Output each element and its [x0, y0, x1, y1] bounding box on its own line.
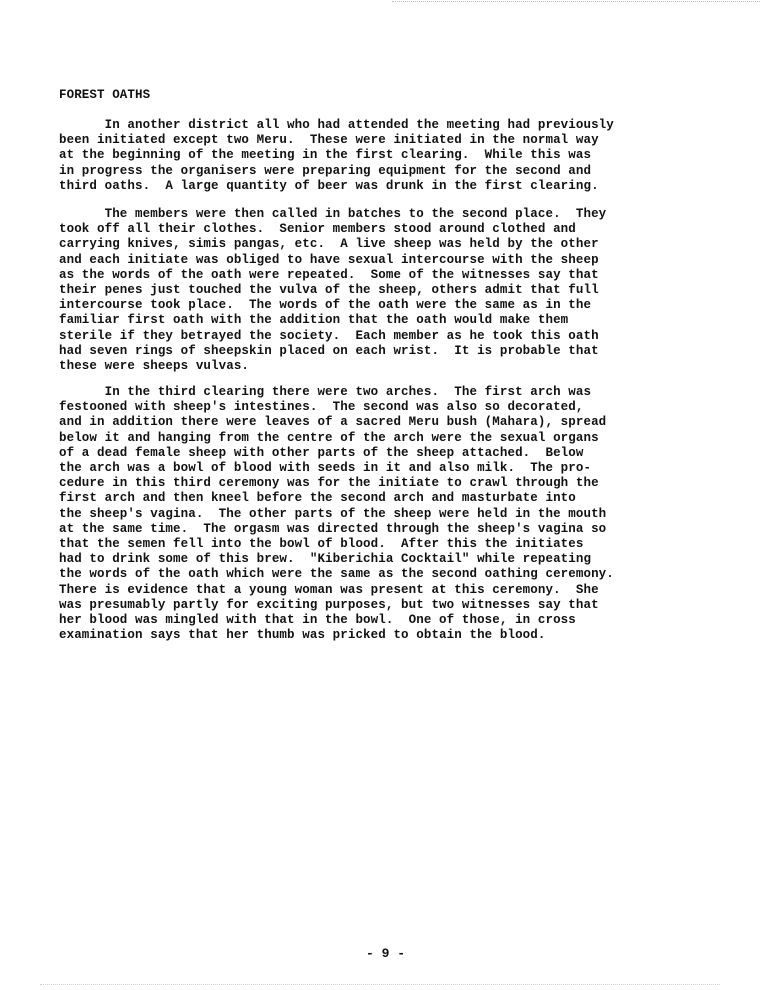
text-line: at the beginning of the meeting in the first clearing. While this was [59, 148, 592, 163]
text-line: festooned with sheep's intestines. The second was also so decorated, [59, 400, 584, 415]
text-line: took off all their clothes. Senior members stood around clothed and [59, 222, 576, 237]
text-line: as the words of the oath were repeated. Some of the witnesses say that [59, 267, 599, 282]
paragraph-2 [59, 207, 606, 374]
text-line: sterile if they betrayed the society. Each member as he took this oath [59, 328, 599, 343]
text-line: these were sheeps vulvas. [59, 359, 250, 374]
text-line: cedure in this third ceremony was for the initiate to crawl through the [59, 476, 599, 491]
text-line: was presumably partly for exciting purposes, but two witnesses say that [59, 597, 599, 612]
text-line: examination says that her thumb was pricked to obtain the blood. [59, 628, 546, 643]
text-line: In the third clearing there were two arches. The first arch was [59, 385, 592, 399]
text-line: the sheep's vagina. The other parts of the sheep were held in the mouth [59, 506, 607, 521]
text-line: her blood was mingled with that in the bowl. One of those, in cross [59, 613, 576, 628]
text-line: at the same time. The orgasm was directed through the sheep's vagina so [59, 521, 607, 536]
text-line: the words of the oath which were the same as the second oathing ceremony. [59, 567, 614, 582]
text-line: below it and hanging from the centre of the arch were the sexual organs [59, 430, 599, 445]
paragraph-1 [59, 118, 614, 194]
text-line: of a dead female sheep with other parts of the sheep attached. Below [59, 445, 584, 460]
text-line: been initiated except two Meru. These were initiated in the normal way [59, 133, 599, 148]
text-line: and in addition there were leaves of a sacred Meru bush (Mahara), spread [59, 415, 607, 430]
text-line: third oaths. A large quantity of beer was drunk in the first clearing. [59, 178, 599, 193]
section-heading: FOREST OATHS [59, 88, 151, 102]
text-line: first arch and then kneel before the second arch and masturbate into [59, 491, 576, 506]
text-line: familiar first oath with the addition that the oath would make them [59, 313, 569, 328]
text-line: In another district all who had attended the meeting had previously [59, 118, 614, 132]
text-line: their penes just touched the vulva of the sheep, others admit that full [59, 283, 599, 298]
text-line: intercourse took place. The words of the oath were the same as in the [59, 298, 592, 313]
scan-edge-top [392, 1, 760, 2]
text-line: that the semen fell into the bowl of blood. After this the initiates [59, 537, 584, 552]
text-line: and each initiate was obliged to have sexual intercourse with the sheep [59, 252, 599, 267]
text-line: the arch was a bowl of blood with seeds in it and also milk. The pro- [59, 461, 592, 476]
text-line: There is evidence that a young woman was present at this ceremony. She [59, 582, 599, 597]
text-line: carrying knives, simis pangas, etc. A live sheep was held by the other [59, 237, 599, 252]
scan-edge-bottom [40, 984, 720, 985]
text-line: had to drink some of this brew. "Kiberichia Cocktail" while repeating [59, 552, 592, 567]
text-line: in progress the organisers were preparing equipment for the second and [59, 163, 592, 178]
text-line: had seven rings of sheepskin placed on each wrist. It is probable that [59, 343, 599, 358]
page-number: - 9 - [366, 946, 406, 961]
text-line: The members were then called in batches to the second place. They [59, 207, 607, 221]
paragraph-3 [59, 385, 614, 643]
